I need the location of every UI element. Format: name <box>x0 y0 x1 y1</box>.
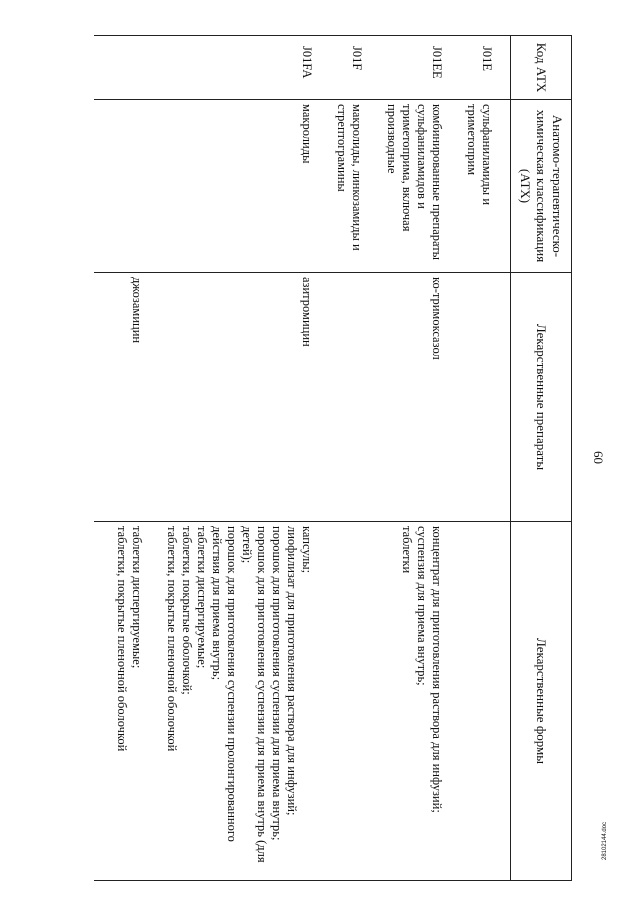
page-number: 60 <box>591 451 606 464</box>
form-item: таблетки, покрытые пленочной оболочкой <box>165 526 179 752</box>
form-item: таблетки, покрытые пленочной оболочкой <box>115 526 129 752</box>
form-item: таблетки диспергируемые; <box>130 526 144 669</box>
form-item: порошок для приготовления суспензии для приема внутрь (для детей); <box>240 526 269 863</box>
cell-forms <box>364 522 444 881</box>
form-item: капсулы; <box>300 526 314 574</box>
cell-classification: макролиды <box>144 100 314 273</box>
cell-classification: комбинированные препараты сульфаниламидов и триметоприма, включая производные <box>364 100 444 273</box>
drug-table <box>94 35 572 881</box>
document-reference: 28102144.doc <box>602 821 608 860</box>
form-item: лиофилизат для приготовления раствора для инфузий; <box>285 526 299 816</box>
cell-forms <box>444 522 511 881</box>
table-row <box>314 36 364 881</box>
header-classification: Анатомо-терапевтическо-химическая классификация (АТХ) <box>511 100 572 273</box>
cell-drug <box>314 273 364 522</box>
header-code: Код АТХ <box>511 36 572 100</box>
form-item: суспензия для приема внутрь; <box>415 526 429 686</box>
header-forms: Лекарственные формы <box>511 522 572 881</box>
cell-forms <box>144 522 314 881</box>
cell-drug: азитромицин <box>144 273 314 522</box>
table-row <box>364 36 444 881</box>
cell-classification: макролиды, линкозамиды и стрептограмины <box>314 100 364 273</box>
cell-forms <box>314 522 364 881</box>
form-item: порошок для приготовления суспензии для приема внутрь; <box>270 526 284 841</box>
cell-drug: джозамицин <box>94 273 144 522</box>
table-header-row <box>511 36 572 881</box>
cell-drug: ко-тримоксазол <box>364 273 444 522</box>
cell-classification: сульфаниламиды и триметоприм <box>444 100 511 273</box>
form-item: таблетки диспергируемые; <box>195 526 209 669</box>
cell-code: J01F <box>314 36 364 100</box>
cell-code <box>94 36 144 100</box>
cell-classification <box>94 100 144 273</box>
cell-code: J01E <box>444 36 511 100</box>
table-row <box>94 36 144 881</box>
form-item: таблетки, покрытые оболочкой; <box>180 526 194 695</box>
cell-forms <box>94 522 144 881</box>
cell-drug <box>444 273 511 522</box>
form-item: таблетки <box>400 526 414 574</box>
table-row <box>444 36 511 881</box>
cell-code: J01FA <box>144 36 314 100</box>
form-item: концентрат для приготовления раствора для инфузий; <box>430 526 444 813</box>
header-drugs: Лекарственные препараты <box>511 273 572 522</box>
table-row <box>144 36 314 881</box>
form-item: порошок для приготовления суспензии пролонгированного действия для приема внутрь; <box>210 526 239 842</box>
cell-code: J01EE <box>364 36 444 100</box>
